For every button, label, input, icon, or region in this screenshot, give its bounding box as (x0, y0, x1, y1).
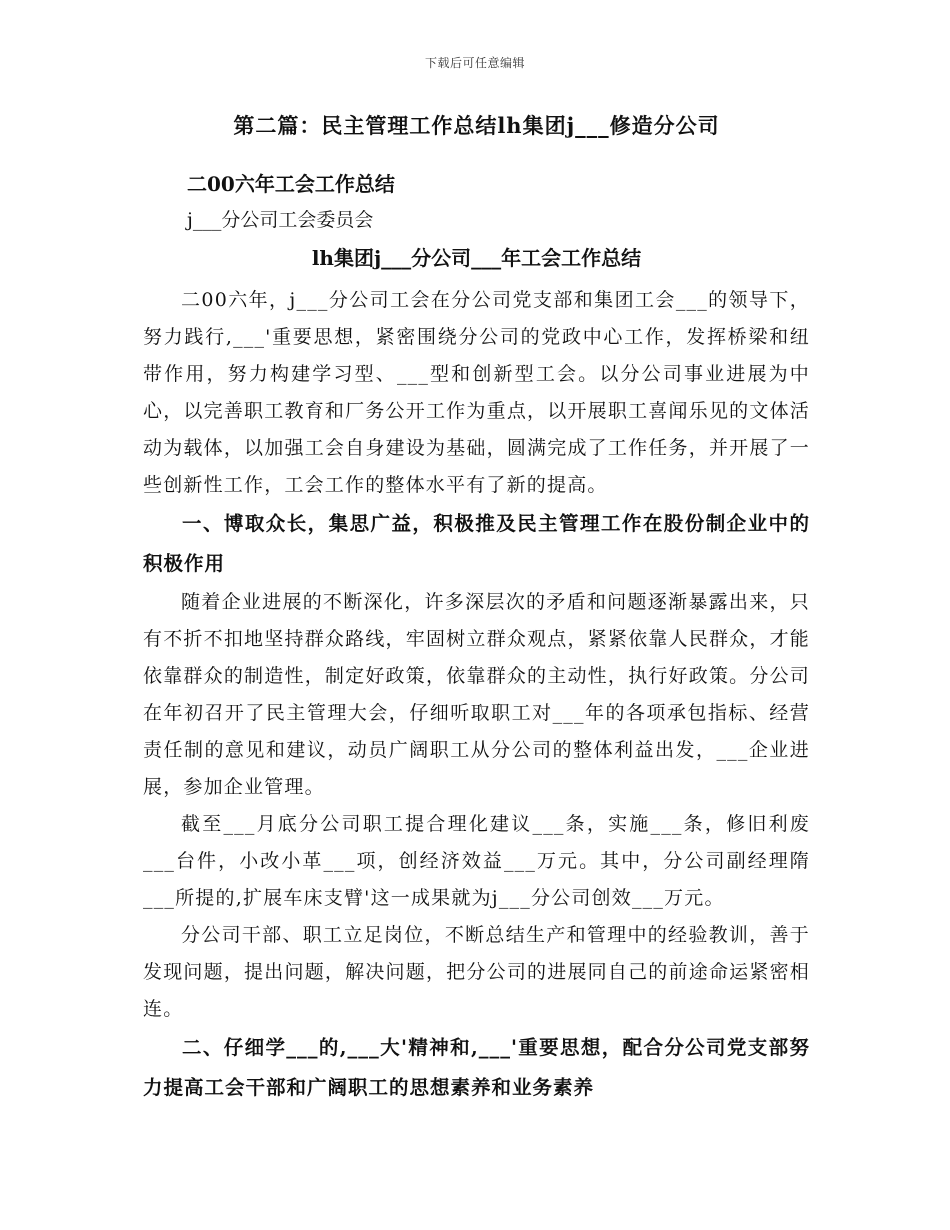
section-heading-2: 二、仔细学___的,___大'精神和,___'重要思想，配合分公司党支部努力提高工会干部和广阔职工的思想素养和业务素养 (143, 1036, 810, 1099)
document-title: lh集团j___分公司___年工会工作总结 (311, 246, 642, 270)
document-body (143, 106, 810, 1108)
organization-line: j___分公司工会委员会 (187, 209, 374, 231)
sub-title: 二00六年工会工作总结 (187, 172, 395, 196)
section-heading-1: 一、博取众长，集思广益，积极推及民主管理工作在股份制企业中的积极作用 (143, 512, 810, 575)
header-note: 下载后可任意编辑 (424, 56, 525, 70)
section1-paragraph-3: 分公司干部、职工立足岗位，不断总结生产和管理中的经验教训，善于发现问题，提出问题，解决问题，把分公司的进展同自己的前途命运紧密相连。 (143, 924, 810, 1020)
section1-paragraph-1: 随着企业进展的不断深化，许多深层次的矛盾和问题逐渐暴露出来，只有不折不扣地坚持群众路线，牢固树立群众观点，紧紧依靠人民群众，才能依靠群众的制造性，制定好政策，依靠群众的主动性，执行好政策。分公司在年初召开了民主管理大会，仔细听取职工对___年的各项承包指标、经营责任制的意见和建议，动员广阔职工从分公司的整体利益出发，___企业进展，参加企业管理。 (143, 591, 810, 798)
main-title: 第二篇：民主管理工作总结lh集团j___修造分公司 (233, 113, 720, 138)
section1-paragraph-2: 截至___月底分公司职工提合理化建议___条，实施___条，修旧利废___台件，小改小革___项，创经济效益___万元。其中，分公司副经理隋___所提的,扩展车床支臂'这一成果就为j___分公司创效___万元。 (143, 813, 810, 909)
intro-paragraph: 二00六年，j___分公司工会在分公司党支部和集团工会___的领导下，努力践行,___'重要思想，紧密围绕分公司的党政中心工作，发挥桥梁和纽带作用，努力构建学习型、___型和创新型工会。以分公司事业进展为中心，以完善职工教育和厂务公开工作为重点，以开展职工喜闻乐见的文体活动为载体，以加强工会自身建设为基础，圆满完成了工作任务，并开展了一些创新性工作，工会工作的整体水平有了新的提高。 (143, 289, 810, 496)
